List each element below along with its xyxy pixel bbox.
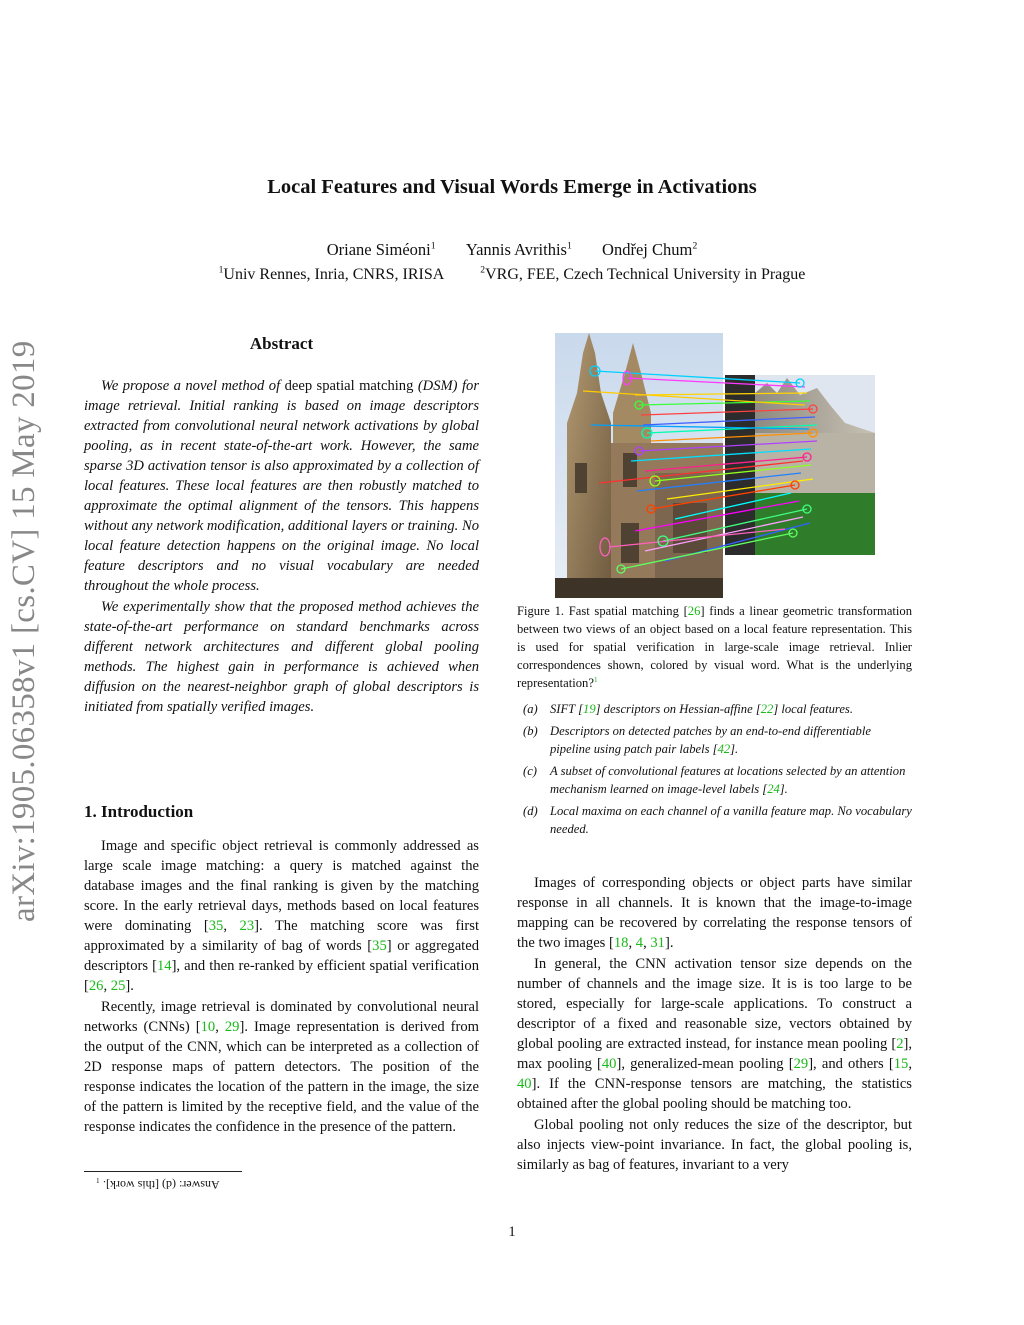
- intro-paragraph-1: Image and specific object retrieval is commonly addressed as large scale image matching: a query is matched against the database images and the final ranking is given by the matching score. In the early retrieval days, methods based on local features were dominating [35, 23]. The matching score was first approximated by a similarity of bag of words [35] or aggregated descriptors [14], and then re-ranked by efficient spatial verification [26, 25].: [84, 838, 480, 994]
- intro-paragraph-2: Recently, image retrieval is dominated by convolutional neural networks (CNNs) [10, 29]. Image representation is derived from the output of the CNN, which can be interpreted as a collection of 2D response maps of pattern detectors. The position of the response indicates the location of the pattern in the image, the size of the pattern is limited by the receptive field, and the value of the response indicates the confidence in the presence of the pattern.: [84, 999, 479, 1135]
- figure-1-caption: Figure 1. Fast spatial matching [26] finds a linear geometric transformation between two views of an object based on a local feature representation. This is used for spatial verification in large-scale image retrieval. Inlier correspondences shown, colored by visual word. What is the underlying representation?$^1$: [517, 604, 912, 690]
- citation-link[interactable]: 31: [650, 935, 665, 951]
- option-c: (c) A subset of convolutional features at locations selected by an attention mechanism learned on image-level labels [24].: [523, 764, 906, 796]
- citation-link[interactable]: 40: [517, 1076, 532, 1092]
- citation-link[interactable]: 25: [110, 978, 126, 994]
- option-d: (d) Local maxima on each channel of a vanilla feature map. No vocabulary needed.: [523, 804, 912, 836]
- page-number: 1: [508, 1224, 516, 1240]
- author-2: Yannis Avrithis$^1$: [465, 240, 572, 259]
- citation-link[interactable]: 10: [200, 1019, 216, 1035]
- citation-link[interactable]: 35: [208, 918, 224, 934]
- figure-1-image: [555, 333, 875, 598]
- spatial-matching-illustration: [555, 333, 875, 598]
- citation-link[interactable]: 26: [88, 978, 104, 994]
- citation-link[interactable]: 2: [896, 1036, 904, 1052]
- figure-1-options: [517, 700, 912, 842]
- citation-link[interactable]: 26: [687, 604, 701, 618]
- right-column-body: [517, 873, 912, 1175]
- affiliation-list: [0, 266, 1024, 284]
- citation-link[interactable]: 23: [239, 918, 255, 934]
- footnote-rule: [84, 1171, 242, 1172]
- abstract-heading: Abstract: [249, 334, 314, 353]
- abstract-paragraph-2: We experimentally show that the proposed method achieves the state-of-the-art performance on standard benchmarks across different network architectures and different global pooling methods. The highest gain in performance is achieved when diffusion on the nearest-neighbor graph of global descriptors is initiated from spatially verified images.: [84, 599, 479, 715]
- affiliation-1: $^1$Univ Rennes, Inria, CNRS, IRISA: [218, 264, 445, 283]
- right-paragraph-3: Global pooling not only reduces the size of the descriptor, but also injects view-point invariance. In fact, the global pooling is, similarly as bag of features, invariant to a very: [517, 1117, 912, 1173]
- citation-link[interactable]: 42: [717, 742, 731, 756]
- author-3: Ondřej Chum$^2$: [602, 240, 698, 259]
- footnote-marker[interactable]: 1: [593, 674, 598, 684]
- citation-link[interactable]: 24: [767, 782, 780, 796]
- footnote: $^1$ Answer: (d) [this work].: [96, 1177, 220, 1192]
- citation-link[interactable]: 15: [893, 1056, 909, 1072]
- citation-link[interactable]: 22: [760, 702, 774, 716]
- citation-link[interactable]: 29: [224, 1019, 240, 1035]
- citation-link[interactable]: 29: [793, 1056, 809, 1072]
- paper-title: Local Features and Visual Words Emerge in Activations: [267, 176, 757, 198]
- citation-link[interactable]: 18: [613, 935, 629, 951]
- introduction-body: [84, 836, 479, 1137]
- option-b: (b) Descriptors on detected patches by an end-to-end differentiable pipeline using patch pair labels [42].: [523, 724, 871, 756]
- citation-link[interactable]: 40: [601, 1056, 617, 1072]
- option-a: (a) SIFT [19] descriptors on Hessian-affine [22] local features.: [523, 702, 853, 716]
- right-paragraph-2: In general, the CNN activation tensor size depends on the number of channels and the image size. It is is too large to be stored, especially for large-scale applications. To construct a descriptor of a fixed and reasonable size, vectors obtained by global pooling are extracted instead, for instance mean pooling [2], max pooling [40], generalized-mean pooling [29], and others [15, 40]. If the CNN-response tensors are matching, the statistics obtained after the global pooling should be matching too.: [517, 956, 912, 1112]
- citation-link[interactable]: 19: [583, 702, 596, 716]
- right-paragraph-1: Images of corresponding objects or object parts have similar response in all channels. It is known that the image-to-image mapping can be recovered by correlating the response tensors of the two images [18, 4, 31].: [517, 875, 912, 951]
- arxiv-stamp: arXiv:1905.06358v1 [cs.CV] 15 May 2019: [6, 340, 42, 922]
- citation-link[interactable]: 4: [635, 935, 644, 951]
- author-1: Oriane Siméoni$^1$: [326, 240, 436, 259]
- citation-link[interactable]: 35: [372, 938, 387, 954]
- author-list: [0, 240, 1024, 260]
- footnote-answer-upside-down: Answer: (d) [this work].: [102, 1178, 220, 1192]
- citation-link[interactable]: 14: [156, 958, 172, 974]
- abstract-paragraph-1: We propose a novel method of deep spatial matching (DSM) for image retrieval. Initial ranking is based on image descriptors extracted from convolutional neural network activations by global pooling, as in recent state-of-the-art work. However, the same sparse 3D activation tensor is also approximated by a collection of local features. These local features are then robustly matched to approximate the optimal alignment of the tensors. This happens without any network modification, additional layers or training. No local feature detection happens on the original image. No local feature descriptors and no visual vocabulary are needed throughout the whole process.: [84, 378, 479, 594]
- abstract-body: [84, 376, 479, 717]
- section-heading-introduction: 1. Introduction: [84, 802, 194, 821]
- affiliation-2: $^2$VRG, FEE, Czech Technical University in Prague: [480, 264, 806, 283]
